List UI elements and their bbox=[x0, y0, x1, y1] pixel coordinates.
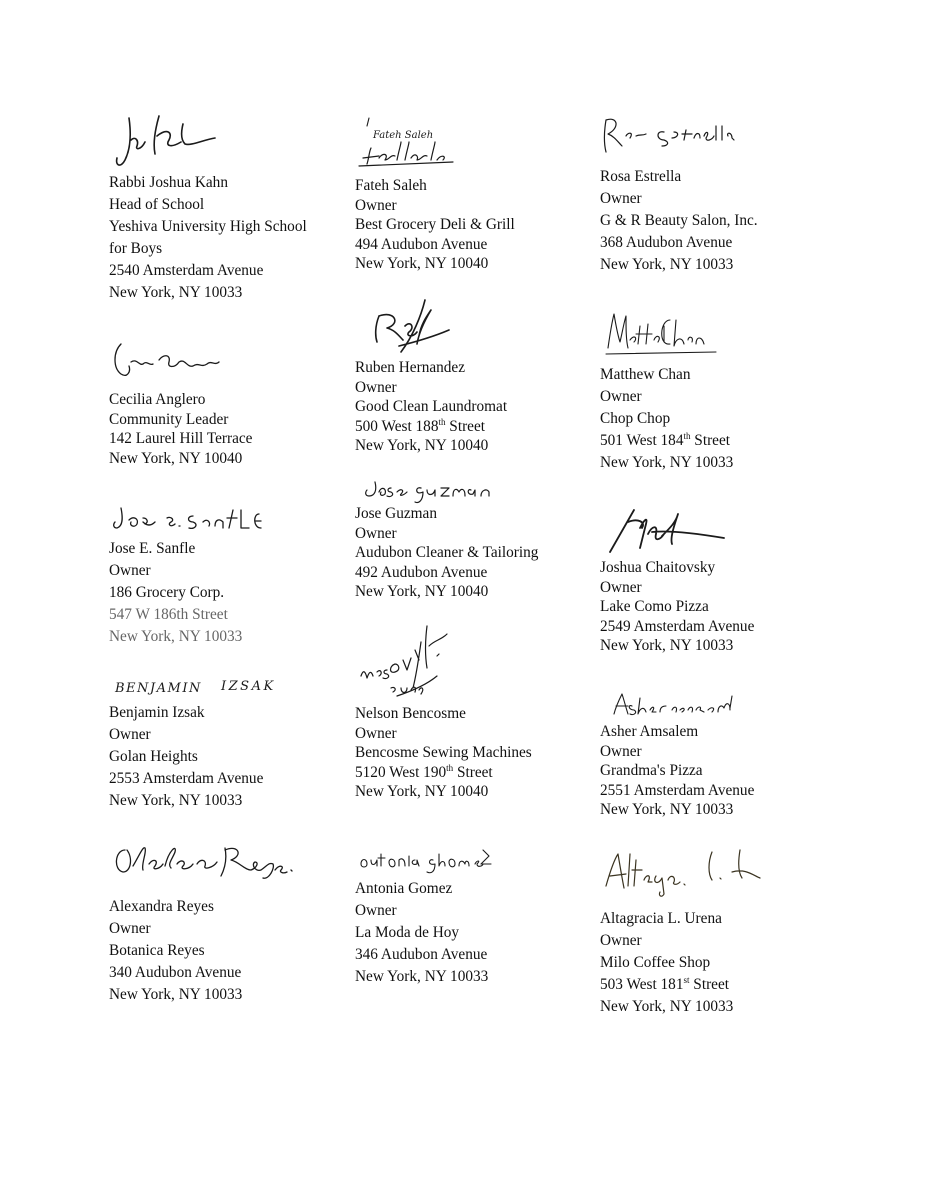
signatory-city: New York, NY 10040 bbox=[109, 449, 243, 467]
signatory-organization: 186 Grocery Corp. bbox=[109, 584, 225, 601]
signature-text-izsak-surname: IZSAK bbox=[221, 679, 276, 694]
signatory-organization: Good Clean Laundromat bbox=[355, 398, 508, 415]
address-street: Street bbox=[690, 432, 730, 449]
signatory-name: Fateh Saleh bbox=[355, 177, 427, 194]
details-hernandez bbox=[355, 358, 595, 456]
signatory-city: New York, NY 10033 bbox=[600, 801, 734, 818]
signatory-organization: Milo Coffee Shop bbox=[600, 954, 711, 971]
signatory-city: New York, NY 10033 bbox=[109, 628, 243, 645]
signatory-title: Owner bbox=[355, 902, 397, 919]
signatory-title: Owner bbox=[600, 388, 642, 405]
signatory-title: Owner bbox=[109, 920, 151, 937]
signatory-city: New York, NY 10040 bbox=[355, 583, 489, 600]
signatory-name: Jose E. Sanfle bbox=[109, 540, 196, 557]
details-chaitovsky bbox=[600, 558, 840, 656]
signatory-title: Owner bbox=[600, 742, 642, 760]
signatory-address: 2540 Amsterdam Avenue bbox=[109, 262, 264, 279]
signatory-organization-cont: for Boys bbox=[109, 240, 163, 257]
details-sanfle bbox=[109, 538, 349, 648]
details-estrella bbox=[600, 166, 840, 276]
signatory-name: Joshua Chaitovsky bbox=[600, 559, 716, 576]
signature-estrella bbox=[600, 110, 750, 166]
signature-kahn bbox=[109, 110, 239, 172]
signatory-urena bbox=[600, 842, 840, 1018]
signatory-city: New York, NY 10033 bbox=[109, 986, 243, 1003]
signatory-title: Head of School bbox=[109, 196, 205, 213]
signatory-address bbox=[355, 417, 595, 437]
address-number: 503 West 181 bbox=[600, 976, 684, 993]
signatory-name: Asher Amsalem bbox=[600, 723, 699, 740]
signatory-address: 2553 Amsterdam Avenue bbox=[109, 770, 264, 787]
signatory-bencosme bbox=[355, 616, 595, 802]
signatory-address: 340 Audubon Avenue bbox=[109, 964, 242, 981]
signatory-gomez bbox=[355, 842, 595, 988]
signatory-address: 492 Audubon Avenue bbox=[355, 563, 488, 581]
signatory-guzman bbox=[355, 474, 595, 602]
signatory-reyes bbox=[109, 836, 349, 1006]
ordinal-suffix: th bbox=[446, 762, 454, 773]
signature-urena bbox=[600, 842, 770, 908]
signatory-organization: Chop Chop bbox=[600, 410, 671, 427]
signatory-address: 2549 Amsterdam Avenue bbox=[600, 617, 755, 635]
signature-amsalem bbox=[600, 688, 740, 722]
signatory-title: Owner bbox=[355, 196, 397, 214]
signatory-organization: La Moda de Hoy bbox=[355, 924, 460, 941]
signatory-city: New York, NY 10040 bbox=[355, 437, 489, 454]
signatory-title: Owner bbox=[600, 190, 642, 207]
signatory-name: Antonia Gomez bbox=[355, 880, 453, 897]
details-saleh bbox=[355, 176, 595, 274]
signatory-address: 547 W 186th Street bbox=[109, 606, 228, 623]
signatory-name: Ruben Hernandez bbox=[355, 359, 466, 376]
signatory-chan bbox=[600, 306, 840, 474]
signature-anglero bbox=[109, 338, 239, 390]
signatory-title: Owner bbox=[109, 726, 151, 743]
signatory-organization: Yeshiva University High School bbox=[109, 218, 307, 235]
signatory-organization: Audubon Cleaner & Tailoring bbox=[355, 544, 539, 561]
signature-guzman bbox=[355, 474, 535, 504]
signature-sanfle bbox=[109, 500, 279, 538]
signatory-name: Rabbi Joshua Kahn bbox=[109, 174, 228, 191]
address-street: Street bbox=[453, 763, 493, 781]
signatory-name: Alexandra Reyes bbox=[109, 898, 214, 915]
signatory-name: Matthew Chan bbox=[600, 366, 691, 383]
signatory-organization: Golan Heights bbox=[109, 748, 198, 765]
signatory-city: New York, NY 10040 bbox=[355, 783, 489, 800]
details-bencosme bbox=[355, 704, 595, 802]
address-street: Street bbox=[689, 976, 729, 993]
signatory-name: Benjamin Izsak bbox=[109, 704, 205, 721]
signatory-name: Jose Guzman bbox=[355, 505, 437, 522]
signatory-organization: Grandma's Pizza bbox=[600, 762, 703, 779]
signatory-organization: G & R Beauty Salon, Inc. bbox=[600, 212, 758, 229]
details-izsak bbox=[109, 702, 349, 812]
signatory-title: Owner bbox=[355, 378, 397, 396]
signatory-city: New York, NY 10033 bbox=[109, 284, 243, 301]
signatory-title: Owner bbox=[600, 578, 642, 596]
details-anglero bbox=[109, 390, 349, 468]
signatory-title: Owner bbox=[355, 524, 397, 542]
details-gomez bbox=[355, 878, 595, 988]
signatory-name: Rosa Estrella bbox=[600, 168, 682, 185]
address-street: Street bbox=[445, 417, 485, 435]
signatory-estrella bbox=[600, 110, 840, 276]
signature-chan bbox=[600, 306, 730, 364]
signatory-organization: Lake Como Pizza bbox=[600, 598, 709, 615]
signatory-address bbox=[600, 430, 840, 452]
signatory-address: 368 Audubon Avenue bbox=[600, 234, 733, 251]
details-amsalem bbox=[600, 722, 840, 820]
signatory-title: Owner bbox=[109, 562, 151, 579]
signatory-address: 2551 Amsterdam Avenue bbox=[600, 781, 755, 799]
address-number: 500 West 188 bbox=[355, 417, 439, 435]
signature-chaitovsky bbox=[600, 504, 740, 558]
signatory-city: New York, NY 10033 bbox=[600, 637, 734, 654]
signatory-name: Nelson Bencosme bbox=[355, 705, 466, 722]
signatory-organization: Best Grocery Deli & Grill bbox=[355, 216, 515, 233]
details-reyes bbox=[109, 896, 349, 1006]
signatory-city: New York, NY 10033 bbox=[109, 792, 243, 809]
signatory-city: New York, NY 10033 bbox=[600, 454, 734, 471]
signatory-city: New York, NY 10040 bbox=[355, 255, 489, 272]
address-number: 5120 West 190 bbox=[355, 763, 447, 781]
signature-saleh bbox=[355, 114, 475, 176]
signatory-sanfle bbox=[109, 500, 349, 648]
signature-text-izsak: BENJAMIN bbox=[115, 681, 202, 696]
signatory-amsalem bbox=[600, 688, 840, 820]
ordinal-suffix: st bbox=[683, 974, 690, 985]
ordinal-suffix: th bbox=[683, 430, 691, 441]
details-urena bbox=[600, 908, 840, 1018]
signatory-organization: Botanica Reyes bbox=[109, 942, 205, 959]
signature-izsak bbox=[109, 672, 289, 702]
address-number: 501 West 184 bbox=[600, 432, 684, 449]
signatory-saleh bbox=[355, 114, 595, 274]
signatory-address: 142 Laurel Hill Terrace bbox=[109, 430, 253, 447]
signatory-chaitovsky bbox=[600, 504, 840, 656]
signatory-address: 346 Audubon Avenue bbox=[355, 946, 488, 963]
signatory-title: Owner bbox=[355, 724, 397, 742]
signatory-anglero bbox=[109, 338, 349, 468]
signatory-title: Owner bbox=[600, 932, 642, 949]
details-guzman bbox=[355, 504, 595, 602]
signatory-hernandez bbox=[355, 296, 595, 456]
signatory-city: New York, NY 10033 bbox=[355, 968, 489, 985]
signatory-address: 494 Audubon Avenue bbox=[355, 235, 488, 253]
details-kahn bbox=[109, 172, 349, 304]
signatory-address bbox=[355, 763, 595, 783]
signatory-kahn bbox=[109, 110, 349, 304]
signature-reyes bbox=[109, 836, 299, 896]
signatory-city: New York, NY 10033 bbox=[600, 998, 734, 1015]
ordinal-suffix: th bbox=[438, 416, 446, 427]
signatory-name: Cecilia Anglero bbox=[109, 391, 206, 408]
signatory-title: Community Leader bbox=[109, 410, 229, 428]
signatory-organization: Bencosme Sewing Machines bbox=[355, 744, 532, 761]
signature-hernandez bbox=[355, 296, 465, 358]
signatory-izsak bbox=[109, 672, 349, 812]
signatory-city: New York, NY 10033 bbox=[600, 256, 734, 273]
signatory-name: Altagracia L. Urena bbox=[600, 910, 722, 927]
signatory-address bbox=[600, 974, 840, 996]
details-chan bbox=[600, 364, 840, 474]
signature-text-saleh-print: Fateh Saleh bbox=[373, 130, 434, 141]
signature-gomez bbox=[355, 842, 495, 878]
signature-bencosme bbox=[355, 616, 465, 704]
